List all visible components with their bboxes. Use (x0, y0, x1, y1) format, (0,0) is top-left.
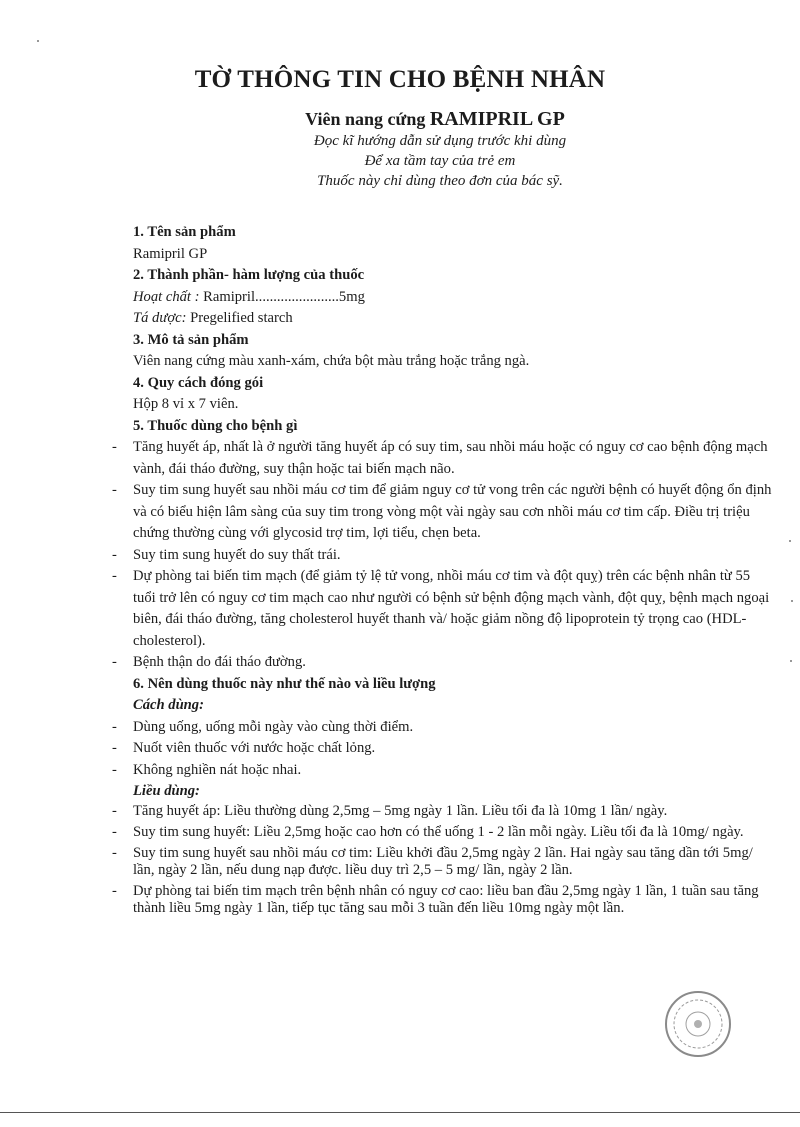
scan-speck (790, 660, 792, 662)
section-heading-5: 5. Thuốc dùng cho bệnh gì (133, 417, 298, 434)
round-stamp-icon (654, 988, 734, 1060)
list-item: - Dự phòng tai biến tim mạch trên bệnh nhân có nguy cơ cao: liều ban đầu 2,5mg ngày 1 lần, 1 tuần sau tăng thành liều 5mg ngày 1 lần, tiếp tục tăng sau mỗi 3 tuần đến liều 10mg ngày một lần. (108, 883, 773, 921)
excipient-value: Pregelified starch (186, 310, 293, 326)
active-value: Ramipril.......................5mg (199, 288, 365, 305)
scan-edge-line (0, 1112, 800, 1113)
dosage-list (133, 803, 773, 921)
scan-speck (789, 540, 791, 542)
dosage-title: Liều dùng: (133, 783, 200, 799)
product-subtitle (0, 108, 800, 131)
product-description: Viên nang cứng màu xanh-xám, chứa bột màu trắng hoặc trắng ngà. (133, 353, 530, 369)
product-name: Ramipril GP (133, 245, 208, 262)
list-item: - Suy tim sung huyết sau nhồi máu cơ tim để giảm nguy cơ tử vong trên các người bệnh có huyết động ổn định và có biểu hiện lâm sàng của suy tim trong vòng một vài ngày sau cơn nhồi máu cơ tim cấp. Điều trị triệu chứng thường cùng với glycosid trợ tim, lợi tiểu, chẹn beta. (108, 480, 773, 545)
list-item: - Nuốt viên thuốc với nước hoặc chất lỏng. (108, 738, 773, 760)
excipient-label: Tá dược: (133, 310, 187, 326)
page-title: TỜ THÔNG TIN CHO BỆNH NHÂN (194, 66, 606, 93)
usage-title: Cách dùng: (133, 697, 204, 713)
active-label: Hoạt chất : (133, 288, 200, 305)
warning-note-1: Đọc kĩ hướng dẫn sử dụng trước khi dùng (313, 133, 567, 149)
list-item: - Tăng huyết áp, nhất là ở người tăng huyết áp có suy tim, sau nhồi máu hoặc có nguy cơ cao bệnh động mạch vành, đái tháo đường, suy thận hoặc tai biến mạch não. (108, 437, 773, 480)
warning-note-3: Thuốc này chỉ dùng theo đơn của bác sỹ. (317, 173, 563, 189)
section-heading-1: 1. Tên sản phẩm (133, 224, 236, 240)
section-heading-2: 2. Thành phần- hàm lượng của thuốc (133, 267, 365, 283)
scan-speck (37, 40, 39, 42)
subtitle-brand: RAMIPRIL GP (429, 108, 565, 130)
usage-list (133, 717, 773, 782)
list-item: - Bệnh thận do đái tháo đường. (108, 652, 773, 674)
list-item: - Không nghiền nát hoặc nhai. (108, 760, 773, 782)
list-item: - Suy tim sung huyết sau nhồi máu cơ tim: Liều khởi đầu 2,5mg ngày 2 lần. Hai ngày sau tăng dần tới 5mg/ lần, ngày 2 lần, nếu dung nạp được. liều duy trì 2,5 – 5 mg/ lần, ngày 2 lần. (108, 845, 773, 883)
section-heading-6: 6. Nên dùng thuốc này như thế nào và liều lượng (133, 675, 436, 692)
document-body (133, 222, 773, 921)
excipient (133, 308, 773, 330)
list-item: - Tăng huyết áp: Liều thường dùng 2,5mg – 5mg ngày 1 lần. Liều tối đa là 10mg 1 lần/ ngày. (108, 803, 773, 824)
subtitle-prefix: Viên nang cứng (305, 109, 426, 129)
indications-list (133, 437, 773, 674)
active-ingredient (133, 287, 773, 309)
packaging-text: Hộp 8 vỉ x 7 viên. (133, 396, 239, 412)
list-item: - Suy tim sung huyết do suy thất trái. (108, 545, 773, 567)
list-item: - Suy tim sung huyết: Liều 2,5mg hoặc cao hơn có thể uống 1 - 2 lần mỗi ngày. Liều tối đa là 10mg/ ngày. (108, 824, 773, 845)
section-heading-4: 4. Quy cách đóng gói (133, 374, 264, 391)
scan-speck (791, 600, 793, 602)
warning-note-2: Để xa tầm tay của trẻ em (364, 153, 516, 169)
list-item: - Dự phòng tai biến tim mạch (để giảm tỷ lệ tử vong, nhồi máu cơ tim và đột quỵ) trên các bệnh nhân từ 55 tuổi trở lên có nguy cơ tim mạch cao như người có bệnh sử bệnh động mạch vành, đột quỵ, bệnh mạch ngoại biên, đái tháo đường, tăng cholesterol huyết thanh và/ hoặc giảm nồng độ lipoprotein tỷ trọng cao (HDL-cholesterol). (108, 566, 773, 652)
list-item: - Dùng uống, uống mỗi ngày vào cùng thời điểm. (108, 717, 773, 739)
section-heading-3: 3. Mô tả sản phẩm (133, 331, 249, 348)
